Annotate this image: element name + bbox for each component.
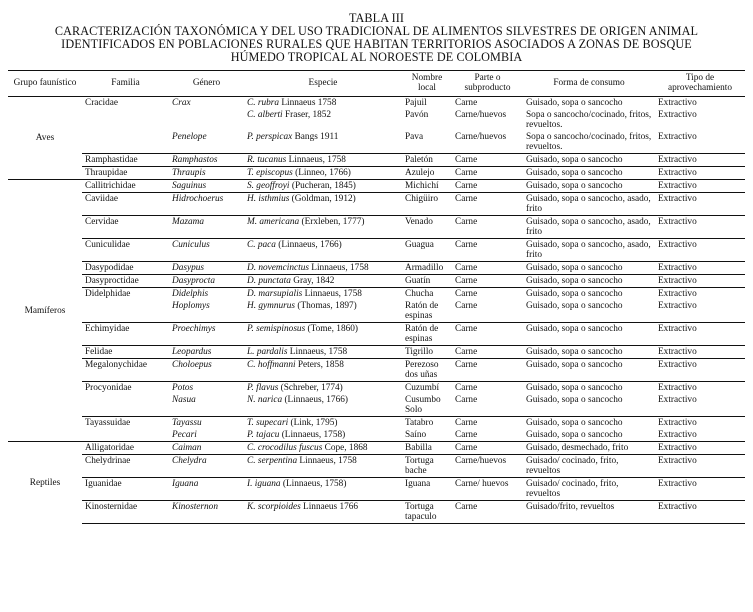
part-used: Carne <box>452 442 523 455</box>
species-binomial: S. geoffroyi <box>247 181 290 191</box>
table-row <box>8 417 745 430</box>
family-name: Procyonidae <box>82 382 169 417</box>
local-name: Guatín <box>402 275 452 288</box>
species-name <box>244 97 402 110</box>
genus-name: Potos <box>169 382 244 395</box>
genus-name: Crax <box>172 98 191 108</box>
table-row <box>8 97 745 110</box>
family-name: Kinosternidae <box>82 501 169 524</box>
use-type: Extractivo <box>655 262 745 275</box>
local-name: Tortuga bache <box>402 455 452 478</box>
use-type: Extractivo <box>655 154 745 167</box>
consumption-form: Guisado, sopa o sancocho <box>523 154 655 167</box>
consumption-form: Guisado, sopa o sancocho <box>523 275 655 288</box>
consumption-form: Guisado, sopa o sancocho <box>526 301 623 311</box>
use-type: Extractivo <box>655 346 745 359</box>
use-type: Extractivo <box>658 98 697 108</box>
part-used: Carne <box>452 193 523 216</box>
family-name: Megalonychidae <box>82 359 169 382</box>
species-name <box>244 131 402 154</box>
species-binomial: T. supecari <box>247 418 289 428</box>
family-name: Cracidae <box>85 98 119 108</box>
part-used: Carne <box>452 382 523 395</box>
species-authority: (Linnaeus, 1758) <box>279 430 346 440</box>
use-type: Extractivo <box>655 167 745 180</box>
consumption-form: Guisado, sopa o sancocho <box>523 417 655 430</box>
genus-name: Pecari <box>172 430 197 440</box>
consumption-form: Guisado, sopa o sancocho <box>526 98 623 108</box>
local-name: Ratón de espinas <box>405 301 439 321</box>
use-type: Extractivo <box>655 359 745 382</box>
title-line-3: HÚMEDO TROPICAL AL NOROESTE DE COLOMBIA <box>230 50 523 64</box>
consumption-form: Guisado, sopa o sancocho <box>523 180 655 193</box>
consumption-form: Sopa o sancocho/cocinado, fritos, revueltos. <box>526 132 652 152</box>
species-authority: Cope, 1868 <box>322 443 368 453</box>
consumption-form: Guisado, sopa o sancocho <box>523 359 655 382</box>
genus-name <box>169 109 244 131</box>
part-used: Carne <box>455 98 478 108</box>
table-row <box>8 359 745 382</box>
species-authority: Gray, 1842 <box>290 276 335 286</box>
genus-name: Thraupis <box>169 167 244 180</box>
header-genero: Género <box>169 71 244 97</box>
genus-name: Saguinus <box>169 180 244 193</box>
title-line-1: CARACTERIZACIÓN TAXONÓMICA Y DEL USO TRADICIONAL DE ALIMENTOS SILVESTRES DE ORIGEN ANIMAL <box>54 24 699 38</box>
genus-name: Kinosternon <box>169 501 244 524</box>
part-used: Carne <box>452 239 523 262</box>
part-used: Carne/huevos <box>455 110 507 120</box>
species-name <box>244 288 402 301</box>
table-row <box>8 442 745 455</box>
species-authority: Linnaeus, 1758 <box>302 289 362 299</box>
part-used: Carne <box>452 359 523 382</box>
use-type: Extractivo <box>655 239 745 262</box>
species-name <box>244 478 402 501</box>
local-name: Tortuga tapaculo <box>402 501 452 524</box>
local-name: Pavón <box>405 110 429 120</box>
species-authority: (Goldman, 1912) <box>289 194 356 204</box>
species-name <box>244 275 402 288</box>
local-name: Iguana <box>402 478 452 501</box>
consumption-form: Guisado/ cocinado, frito, revueltos <box>523 478 655 501</box>
local-name: Perezoso dos uñas <box>402 359 452 382</box>
consumption-form: Guisado, sopa o sancocho <box>526 395 623 405</box>
local-name: Michichí <box>402 180 452 193</box>
table-row <box>8 501 745 524</box>
local-name: Cusumbo Solo <box>405 395 441 415</box>
header-forma: Forma de consumo <box>523 71 655 97</box>
genus-name: Nasua <box>172 395 196 405</box>
local-name: Chucha <box>402 288 452 301</box>
genus-name: Hidrochoerus <box>169 193 244 216</box>
table-row <box>8 382 745 395</box>
genus-name: Mazama <box>169 216 244 239</box>
part-used: Carne <box>452 180 523 193</box>
local-name: Paletón <box>402 154 452 167</box>
species-binomial: R. tucanus <box>247 155 287 165</box>
species-name <box>244 154 402 167</box>
local-name: Guagua <box>402 239 452 262</box>
species-binomial: M. americana <box>247 217 300 227</box>
species-authority: (Schreber, 1774) <box>278 383 343 393</box>
species-binomial: I. iguana <box>247 479 281 489</box>
header-grupo: Grupo faunístico <box>8 71 82 97</box>
genus-name: Dasypus <box>169 262 244 275</box>
species-authority: Linnaeus 1758 <box>279 98 337 108</box>
species-name <box>244 382 402 395</box>
family-name: Ramphastidae <box>82 154 169 167</box>
local-name: Pajuil <box>405 98 427 108</box>
part-used: Carne <box>452 154 523 167</box>
species-authority: (Linneo, 1766) <box>292 168 351 178</box>
table-row <box>8 239 745 262</box>
species-authority: (Tome, 1860) <box>305 324 358 334</box>
part-used: Carne <box>452 288 523 301</box>
table-row <box>8 154 745 167</box>
table-row <box>8 346 745 359</box>
family-name: Caviidae <box>82 193 169 216</box>
use-type: Extractivo <box>655 275 745 288</box>
species-authority: (Pucheran, 1845) <box>289 181 356 191</box>
species-binomial: K. scorpioides <box>247 502 301 512</box>
species-binomial: P. perspicax <box>247 132 293 142</box>
local-name: Saíno <box>405 430 427 440</box>
use-type: Extractivo <box>658 301 697 311</box>
use-type: Extractivo <box>658 132 697 142</box>
species-name <box>244 429 402 442</box>
family-name: Chelydrinae <box>82 455 169 478</box>
species-binomial: P. semispinosus <box>247 324 306 334</box>
table-row <box>8 262 745 275</box>
use-type: Extractivo <box>655 216 745 239</box>
local-name: Tatabro <box>402 417 452 430</box>
table-row <box>8 275 745 288</box>
species-binomial: N. narica <box>247 395 283 405</box>
family-name: Cuniculidae <box>82 239 169 262</box>
species-authority: (Link, 1795) <box>288 418 338 428</box>
genus-name: Caiman <box>169 442 244 455</box>
family-name: Didelphidae <box>82 288 169 323</box>
species-name <box>244 262 402 275</box>
consumption-form: Guisado, sopa o sancocho <box>523 382 655 395</box>
consumption-form: Guisado, sopa o sancocho, asado, frito <box>523 193 655 216</box>
local-name: Azulejo <box>402 167 452 180</box>
local-name: Tigrillo <box>402 346 452 359</box>
species-table <box>8 70 745 524</box>
genus-name: Chelydra <box>169 455 244 478</box>
species-binomial: C. serpentina <box>247 456 298 466</box>
consumption-form: Guisado/frito, revueltos <box>523 501 655 524</box>
species-authority: (Linnaeus, 1766) <box>275 240 342 250</box>
species-authority: (Thomas, 1897) <box>295 301 357 311</box>
species-name <box>244 167 402 180</box>
species-binomial: P. flavus <box>247 383 279 393</box>
group-name: Mamíferos <box>8 180 82 442</box>
genus-name: Ramphastos <box>169 154 244 167</box>
species-name <box>244 216 402 239</box>
part-used: Carne <box>452 323 523 346</box>
family-name: Iguanidae <box>82 478 169 501</box>
table-row <box>8 288 745 301</box>
table-row <box>8 323 745 346</box>
species-authority: Linnaeus, 1758 <box>286 155 346 165</box>
table-title <box>0 0 753 64</box>
family-name: Dasypodidae <box>82 262 169 275</box>
table-row <box>8 167 745 180</box>
title-line-2: IDENTIFICADOS EN POBLACIONES RURALES QUE HABITAN TERRITORIOS ASOCIADOS A ZONAS DE BOSQUE <box>61 37 692 51</box>
species-binomial: H. gymnurus <box>247 301 296 311</box>
use-type: Extractivo <box>655 417 745 430</box>
consumption-form: Guisado, sopa o sancocho, asado, frito <box>523 216 655 239</box>
species-authority: (Linnaeus, 1766) <box>282 395 348 405</box>
use-type: Extractivo <box>655 180 745 193</box>
genus-name: Cuniculus <box>169 239 244 262</box>
species-authority: Peters, 1858 <box>295 360 344 370</box>
part-used: Carne <box>452 417 523 430</box>
species-binomial: D. punctata <box>247 276 291 286</box>
family-name: Thraupidae <box>82 167 169 180</box>
local-name: Ratón de espinas <box>402 323 452 346</box>
part-used: Carne <box>452 262 523 275</box>
species-binomial: C. crocodilus fuscus <box>247 443 323 453</box>
table-row <box>8 478 745 501</box>
species-authority: Fraser, 1852 <box>282 110 332 120</box>
table-row <box>8 193 745 216</box>
use-type: Extractivo <box>655 288 745 301</box>
species-name <box>244 239 402 262</box>
species-binomial: C. alberti <box>247 110 283 120</box>
genus-name: Dasyprocta <box>169 275 244 288</box>
species-name <box>244 300 402 323</box>
species-binomial: H. isthmius <box>247 194 290 204</box>
species-name <box>244 346 402 359</box>
family-name: Callitrichidae <box>82 180 169 193</box>
family-name: Cervidae <box>82 216 169 239</box>
species-name <box>244 501 402 524</box>
header-tipo: Tipo de aprovechamiento <box>655 71 745 97</box>
part-used: Carne/huevos <box>455 132 507 142</box>
consumption-form: Guisado, sopa o sancocho <box>523 167 655 180</box>
use-type: Extractivo <box>658 430 697 440</box>
local-name: Armadillo <box>402 262 452 275</box>
table-row <box>8 216 745 239</box>
species-name <box>244 359 402 382</box>
species-binomial: C. paca <box>247 240 276 250</box>
species-authority: Linnaeus 1766 <box>300 502 359 512</box>
species-name <box>244 394 402 417</box>
species-binomial: P. tajacu <box>247 430 280 440</box>
consumption-form: Guisado, sopa o sancocho <box>523 323 655 346</box>
local-name: Venado <box>402 216 452 239</box>
group-name: Reptiles <box>8 442 82 524</box>
part-used: Carne <box>455 395 478 405</box>
genus-name: Leopardus <box>169 346 244 359</box>
table-row <box>8 180 745 193</box>
use-type: Extractivo <box>658 395 697 405</box>
species-name <box>244 180 402 193</box>
species-authority: Linnaeus, 1758 <box>287 347 348 357</box>
species-name <box>244 323 402 346</box>
genus-name: Tayassu <box>169 417 244 430</box>
use-type: Extractivo <box>658 110 697 120</box>
species-binomial: D. novemcinctus <box>247 263 309 273</box>
species-authority: Linnaeus, 1758 <box>308 263 369 273</box>
part-used: Carne <box>455 430 478 440</box>
header-familia: Familia <box>82 71 169 97</box>
species-binomial: D. marsupialis <box>247 289 303 299</box>
family-name: Alligatoridae <box>82 442 169 455</box>
consumption-form: Guisado/ cocinado, frito, revueltos <box>523 455 655 478</box>
part-used: Carne/huevos <box>452 455 523 478</box>
table-body <box>8 97 745 524</box>
family-name: Felidae <box>82 346 169 359</box>
genus-name: Proechimys <box>169 323 244 346</box>
table-label: TABLA III <box>348 11 405 25</box>
local-name: Babilla <box>402 442 452 455</box>
genus-name: Didelphis <box>169 288 244 301</box>
use-type: Extractivo <box>655 501 745 524</box>
table-row <box>8 455 745 478</box>
group-name: Aves <box>35 133 55 143</box>
consumption-form: Sopa o sancocho/cocinado, fritos, revueltos. <box>526 110 652 130</box>
use-type: Extractivo <box>655 193 745 216</box>
part-used: Carne <box>452 346 523 359</box>
species-name <box>244 455 402 478</box>
header-nombre: Nombre local <box>402 71 452 97</box>
consumption-form: Guisado, desmechado, frito <box>523 442 655 455</box>
species-name <box>244 417 402 430</box>
species-name <box>244 109 402 131</box>
header-row <box>8 71 745 97</box>
species-binomial: T. episcopus <box>247 168 293 178</box>
part-used: Carne <box>452 501 523 524</box>
header-parte: Parte o subproducto <box>452 71 523 97</box>
use-type: Extractivo <box>655 478 745 501</box>
species-binomial: C. rubra <box>247 98 280 108</box>
consumption-form: Guisado, sopa o sancocho <box>523 288 655 301</box>
species-binomial: C. hoffmanni <box>247 360 296 370</box>
part-used: Carne/ huevos <box>452 478 523 501</box>
species-authority: (Linnaeus, 1758) <box>280 479 347 489</box>
species-binomial: L. pardalis <box>247 347 288 357</box>
consumption-form: Guisado, sopa o sancocho, asado, frito <box>523 239 655 262</box>
local-name: Chigüiro <box>402 193 452 216</box>
consumption-form: Guisado, sopa o sancocho <box>523 262 655 275</box>
part-used: Carne <box>455 301 478 311</box>
local-name: Pava <box>405 132 424 142</box>
genus-name: Iguana <box>169 478 244 501</box>
family-name: Tayassuidae <box>82 417 169 442</box>
consumption-form: Guisado, sopa o sancocho <box>523 346 655 359</box>
species-authority: (Erxleben, 1777) <box>299 217 365 227</box>
part-used: Carne <box>452 216 523 239</box>
use-type: Extractivo <box>655 382 745 395</box>
family-name: Echimyidae <box>82 323 169 346</box>
use-type: Extractivo <box>655 442 745 455</box>
local-name: Cuzumbí <box>402 382 452 395</box>
genus-name: Hoplomys <box>172 301 210 311</box>
genus-name: Choloepus <box>169 359 244 382</box>
part-used: Carne <box>452 167 523 180</box>
family-name: Dasyproctidae <box>82 275 169 288</box>
header-especie: Especie <box>244 71 402 97</box>
use-type: Extractivo <box>655 455 745 478</box>
species-authority: Bangs 1911 <box>292 132 339 142</box>
species-authority: Linnaeus, 1758 <box>297 456 357 466</box>
genus-name: Penelope <box>172 132 207 142</box>
species-name <box>244 442 402 455</box>
part-used: Carne <box>452 275 523 288</box>
species-name <box>244 193 402 216</box>
consumption-form: Guisado, sopa o sancocho <box>526 430 623 440</box>
use-type: Extractivo <box>655 323 745 346</box>
